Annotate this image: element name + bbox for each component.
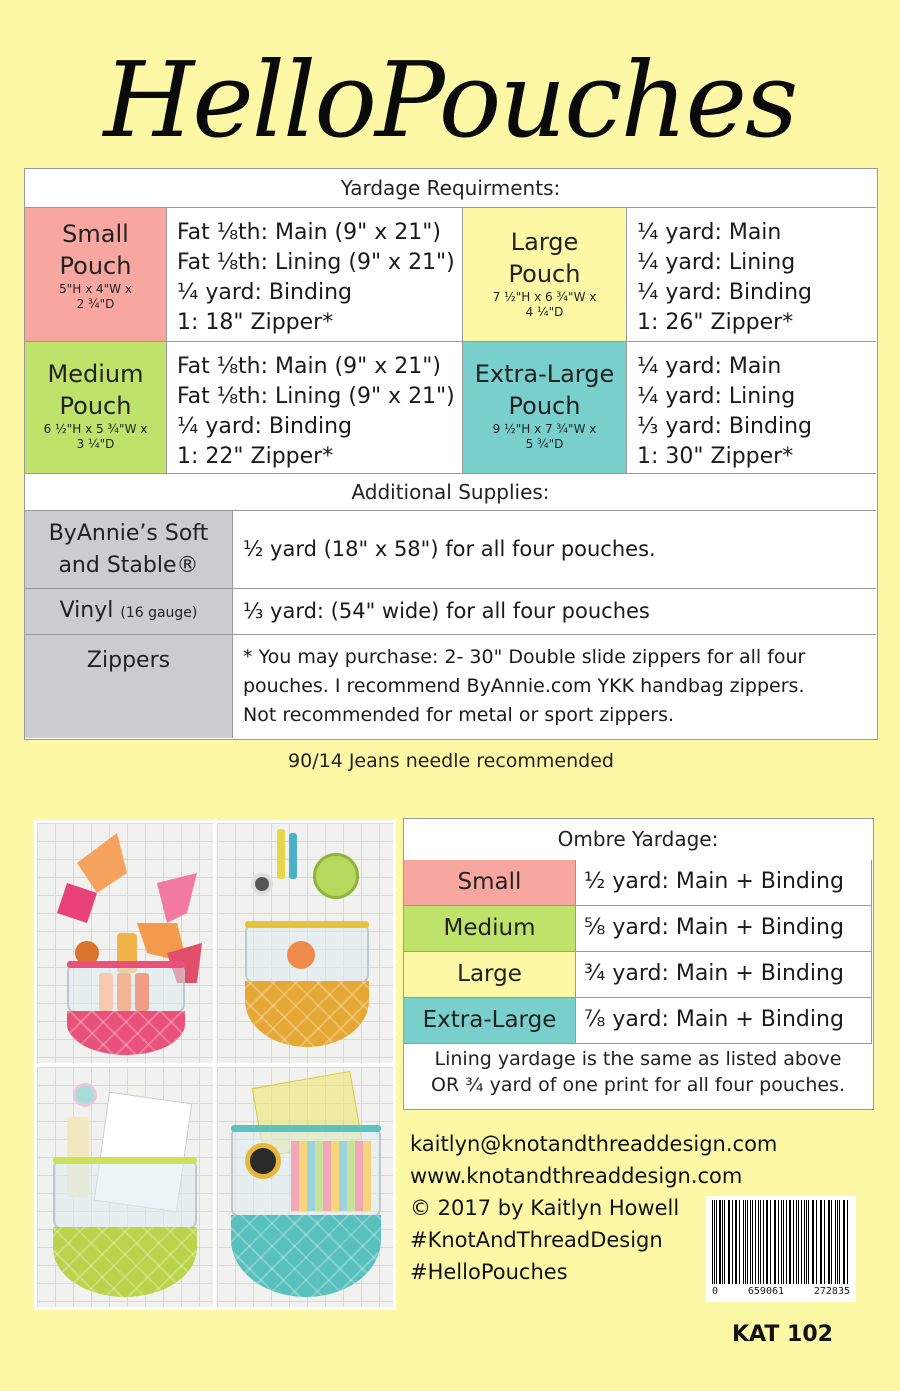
barcode-bar	[831, 1200, 832, 1284]
barcode-bar	[798, 1200, 799, 1284]
barcode-bar	[760, 1200, 761, 1284]
vinyl-label	[25, 589, 233, 635]
barcode-bar	[724, 1200, 725, 1284]
ombre-yardage-table	[403, 818, 874, 1110]
zipper	[245, 921, 369, 928]
medium-req-line: Fat ⅛th: Main (9" x 21")	[177, 354, 441, 379]
barcode-digit-2: 659061	[747, 1286, 785, 1297]
medium-dims-2: 3 ¼"D	[76, 437, 115, 451]
teal-quilted-base	[231, 1215, 381, 1297]
large-pouch-requirements	[627, 208, 876, 342]
medium-name-2: Pouch	[59, 392, 132, 420]
ombre-value-xlarge: ⅞ yard: Main + Binding	[576, 998, 872, 1044]
ombre-label-xlarge: Extra-Large	[404, 998, 576, 1044]
small-req-line: Fat ⅛th: Lining (9" x 21")	[177, 250, 455, 275]
zippers-line: pouches. I recommend ByAnnie.com YKK handbag zippers.	[243, 675, 805, 697]
medium-name-1: Medium	[47, 360, 144, 388]
barcode-bar	[783, 1200, 784, 1284]
small-name-2: Pouch	[59, 252, 132, 280]
large-req-line: ¼ yard: Binding	[637, 280, 812, 305]
vinyl-label-text: Vinyl	[59, 598, 114, 623]
small-req-line: 1: 18" Zipper*	[177, 310, 334, 335]
copyright: © 2017 by Kaitlyn Howell	[410, 1196, 680, 1220]
xlarge-req-line: ¼ yard: Main	[637, 354, 782, 379]
photo-xlarge-pouch	[217, 1067, 393, 1307]
large-name-2: Pouch	[508, 260, 581, 288]
barcode-bar	[719, 1200, 720, 1284]
clear-vinyl-top	[53, 1159, 197, 1229]
zippers-label: Zippers	[25, 635, 233, 738]
barcode-bar	[813, 1200, 814, 1284]
rotary-cutter	[245, 1143, 281, 1179]
barcode-digit-3: 272835	[813, 1286, 850, 1297]
ombre-value-medium: ⅝ yard: Main + Binding	[576, 906, 872, 952]
ombre-label-medium: Medium	[404, 906, 576, 952]
xlarge-pouch-requirements	[627, 342, 876, 474]
zippers-line: * You may purchase: 2- 30" Double slide zippers for all four	[243, 646, 806, 668]
photo-large-pouch	[37, 1067, 213, 1307]
small-dims-2: 2 ¾"D	[76, 297, 115, 311]
barcode-bar	[712, 1200, 713, 1284]
xlarge-name-1: Extra-Large	[474, 360, 615, 388]
barcode-bar	[837, 1200, 838, 1284]
xlarge-dims-1: 9 ½"H x 7 ¾"W x	[492, 422, 597, 436]
pincushion	[313, 853, 359, 899]
barcode-bar	[796, 1200, 797, 1284]
ombre-note-line-2: OR ¾ yard of one print for all four pouches.	[430, 1074, 845, 1096]
page-title: HelloPouches	[103, 39, 797, 161]
barcode-bar	[736, 1200, 737, 1284]
xlarge-req-line: ⅓ yard: Binding	[637, 414, 812, 439]
ombre-note-line-1: Lining yardage is the same as listed above	[434, 1048, 842, 1070]
small-name-1: Small	[62, 220, 129, 248]
vinyl-text: ⅓ yard: (54" wide) for all four pouches	[233, 589, 876, 635]
small-pouch-label	[25, 208, 167, 342]
barcode-bar	[808, 1200, 809, 1284]
yellow-quilted-base	[245, 981, 369, 1047]
large-dims-1: 7 ½"H x 6 ¾"W x	[492, 290, 597, 304]
xlarge-name-2: Pouch	[508, 392, 581, 420]
large-req-line: 1: 26" Zipper*	[637, 310, 794, 335]
medium-pouch-requirements	[167, 342, 463, 474]
ombre-label-small: Small	[404, 860, 576, 906]
barcode-bar	[750, 1200, 751, 1284]
medium-req-line: 1: 22" Zipper*	[177, 444, 334, 469]
hashtag-pattern: #HelloPouches	[410, 1260, 568, 1284]
tape-roll	[251, 873, 273, 895]
barcode-bar	[728, 1200, 729, 1284]
small-req-line: ¼ yard: Binding	[177, 280, 352, 305]
stable-label-2: and Stable®	[58, 553, 199, 578]
hashtag-brand: #KnotAndThreadDesign	[410, 1228, 663, 1252]
large-name-1: Large	[510, 228, 579, 256]
yardage-table	[24, 168, 878, 740]
small-dims-1: 5"H x 4"W x	[59, 282, 132, 296]
ombre-value-small: ½ yard: Main + Binding	[576, 860, 872, 906]
ombre-note	[404, 1044, 872, 1108]
xlarge-req-line: ¼ yard: Lining	[637, 384, 796, 409]
contact-website[interactable]: www.knotandthreaddesign.com	[410, 1164, 743, 1188]
pouch-photo-collage	[34, 820, 396, 1310]
medium-req-line: Fat ⅛th: Lining (9" x 21")	[177, 384, 455, 409]
zipper	[67, 961, 185, 968]
ombre-label-large: Large	[404, 952, 576, 998]
barcode-bar	[743, 1200, 744, 1284]
ombre-value-large: ¾ yard: Main + Binding	[576, 952, 872, 998]
ombre-header: Ombre Yardage:	[557, 827, 719, 851]
barcode-bar	[790, 1200, 791, 1284]
large-req-line: ¼ yard: Main	[637, 220, 782, 245]
zippers-text	[233, 635, 876, 738]
barcode-bar	[775, 1200, 776, 1284]
medium-dims-1: 6 ½"H x 5 ¾"W x	[43, 422, 148, 436]
large-pouch-label	[463, 208, 627, 342]
contact-email[interactable]: kaitlyn@knotandthreaddesign.com	[410, 1132, 778, 1156]
barcode-bar	[844, 1200, 845, 1284]
barcode-digits	[712, 1286, 850, 1297]
large-req-line: ¼ yard: Lining	[637, 250, 796, 275]
stable-label-1: ByAnnie’s Soft	[48, 521, 209, 546]
barcode-digit-1: 0	[712, 1286, 719, 1297]
barcode-bar	[770, 1200, 771, 1284]
product-code: KAT 102	[732, 1322, 833, 1347]
green-quilted-base	[53, 1227, 197, 1297]
zippers-line: Not recommended for metal or sport zippers.	[243, 704, 675, 726]
xlarge-pouch-label	[463, 342, 627, 474]
yardage-header: Yardage Requirments:	[25, 169, 876, 208]
barcode-bar	[767, 1200, 768, 1284]
supplies-header: Additional Supplies:	[25, 474, 876, 511]
photo-small-pouch	[37, 823, 213, 1063]
stable-label	[25, 511, 233, 589]
large-dims-2: 4 ¼"D	[525, 305, 564, 319]
medium-req-line: ¼ yard: Binding	[177, 414, 352, 439]
xlarge-req-line: 1: 30" Zipper*	[637, 444, 794, 469]
vinyl-gauge: (16 gauge)	[120, 605, 198, 621]
medium-pouch-label	[25, 342, 167, 474]
small-pouch-requirements	[167, 208, 463, 342]
xlarge-dims-2: 5 ¾"D	[525, 437, 564, 451]
barcode-bar	[821, 1200, 822, 1284]
photo-medium-pouch	[217, 823, 393, 1063]
barcode-bars	[712, 1200, 850, 1284]
barcode-bar	[824, 1200, 825, 1284]
stable-text: ½ yard (18" x 58") for all four pouches.	[233, 511, 876, 589]
zipper	[53, 1157, 197, 1164]
zipper	[231, 1125, 381, 1132]
barcode	[706, 1196, 856, 1302]
barcode-bar	[752, 1200, 753, 1284]
small-req-line: Fat ⅛th: Main (9" x 21")	[177, 220, 441, 245]
needle-note: 90/14 Jeans needle recommended	[288, 750, 614, 772]
